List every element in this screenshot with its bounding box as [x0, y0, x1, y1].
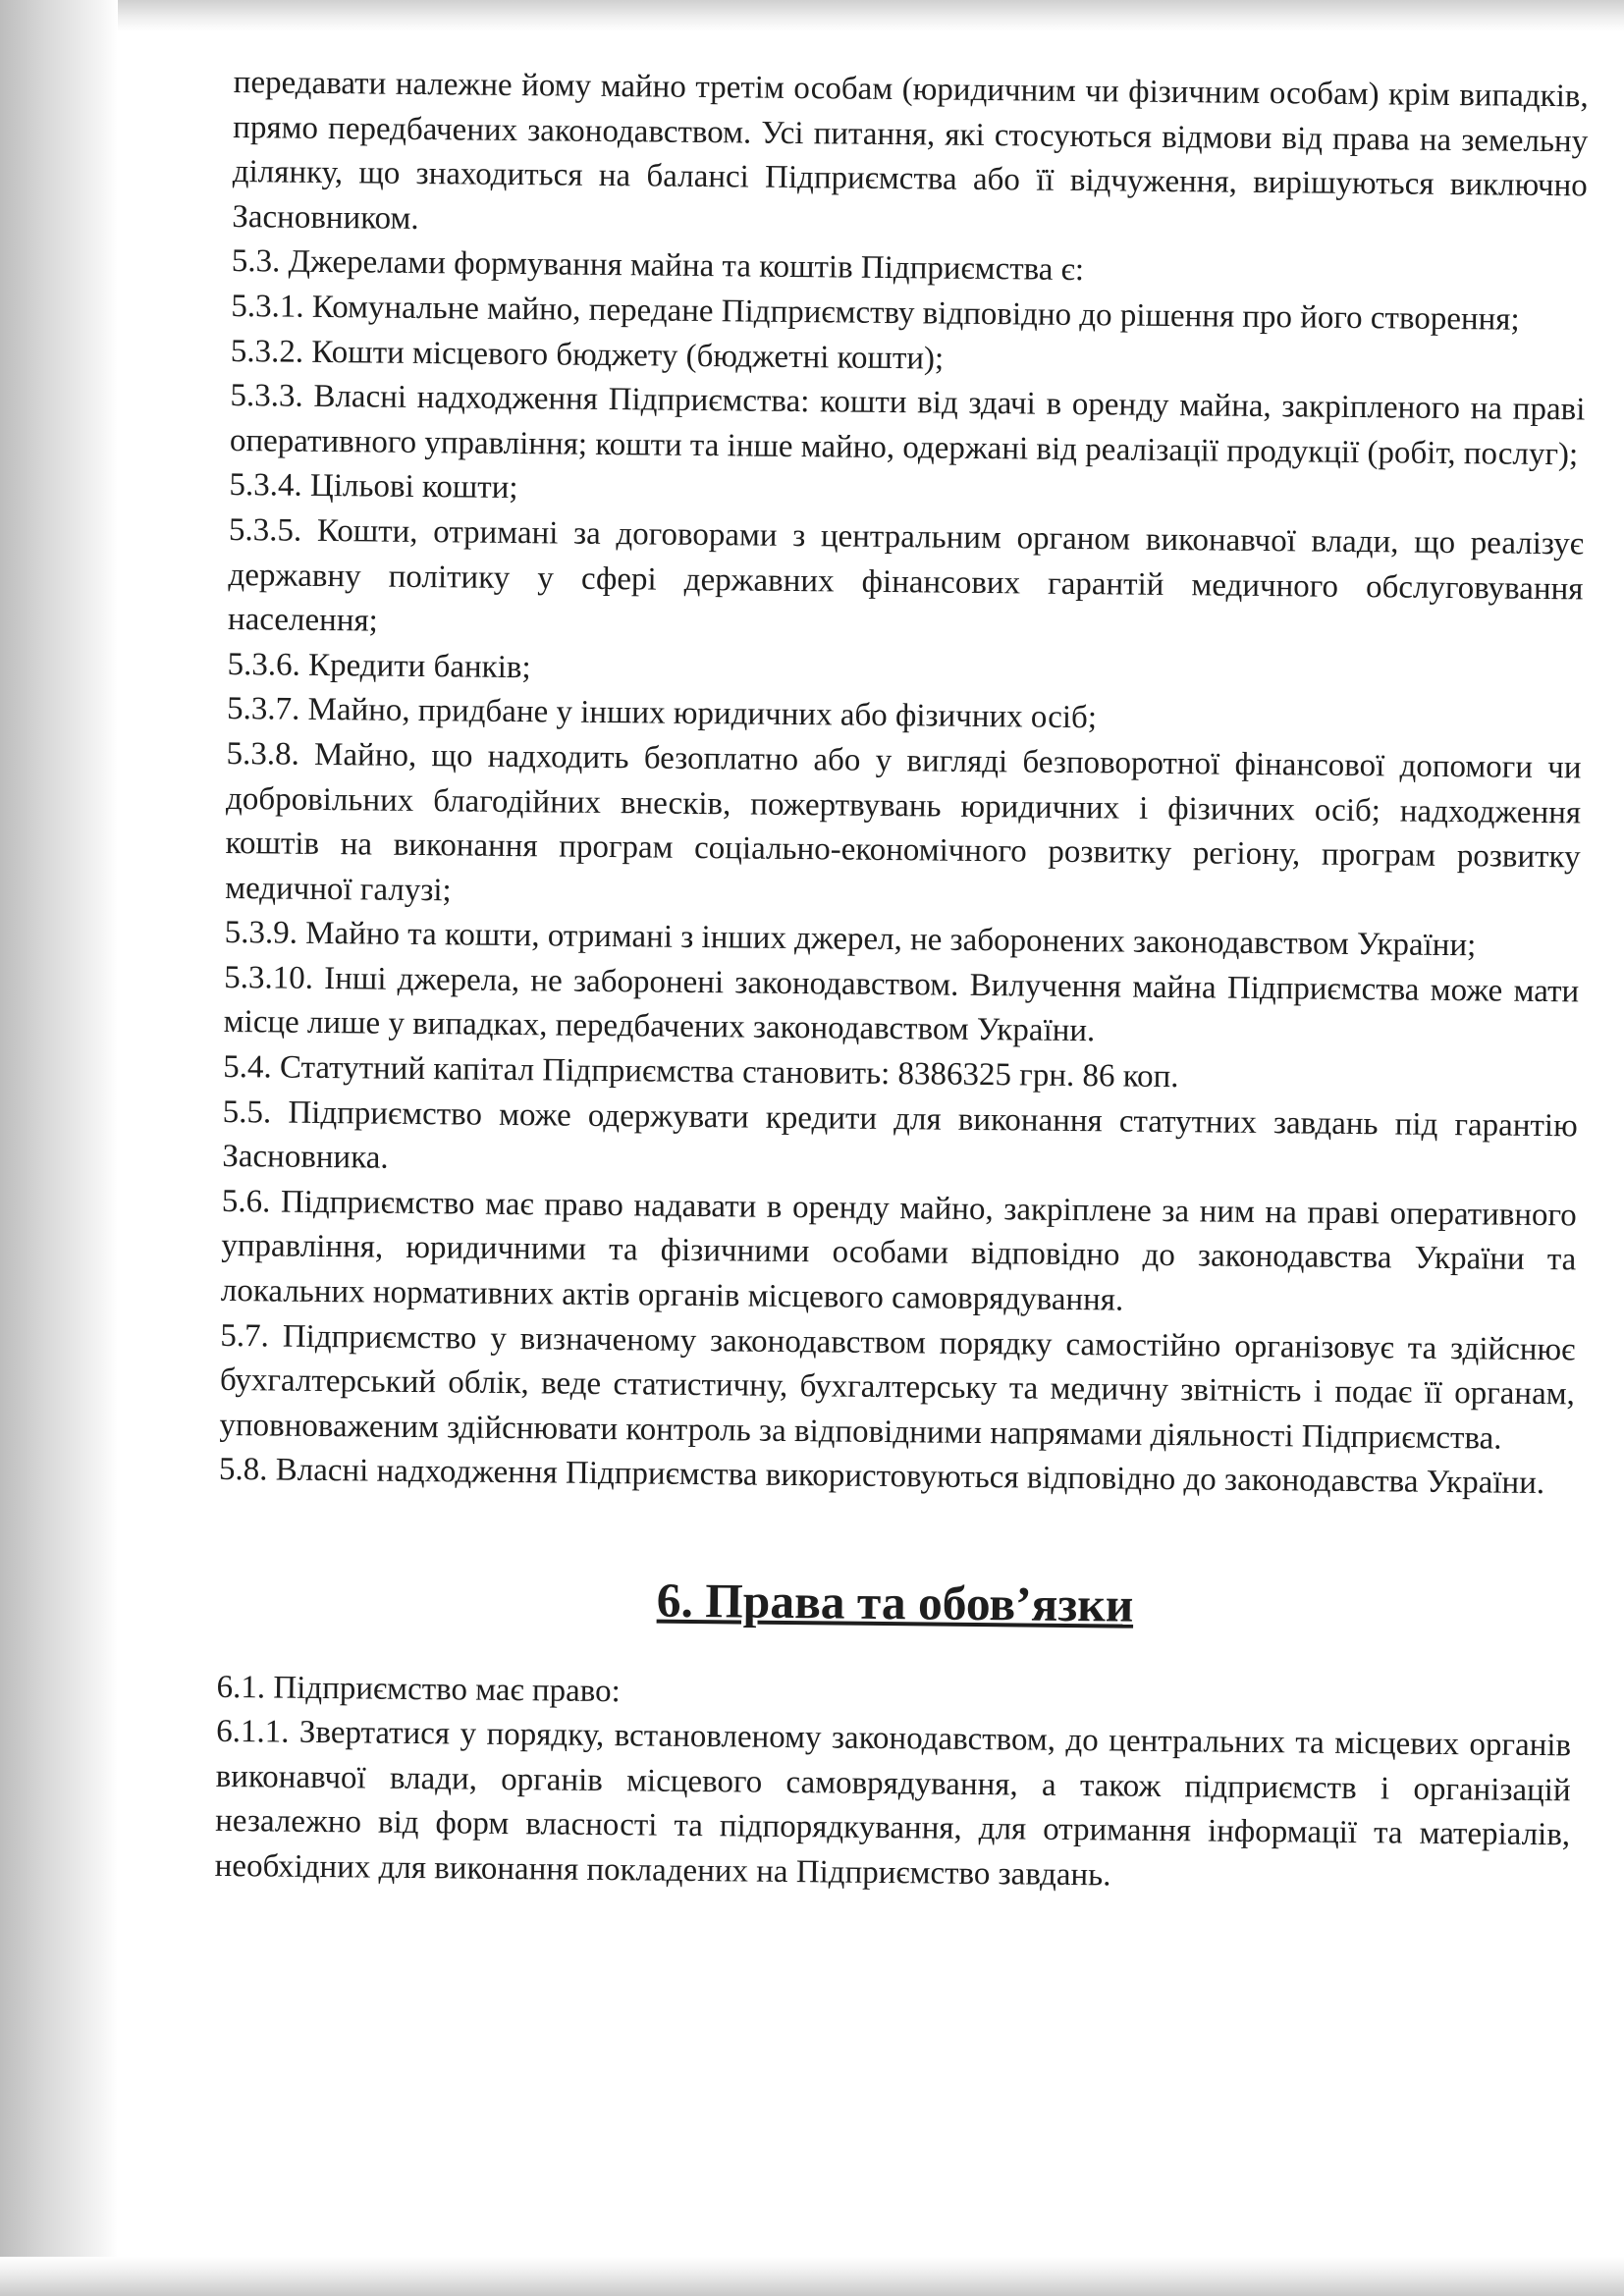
paragraph-5-3-5: 5.3.5. Кошти, отримані за договорами з центральним органом виконавчої влади, що реалізує державну політику у сфері державних фінансових гарантій медичного обслуговування населення; [227, 511, 1585, 639]
scan-shadow-bottom [0, 2257, 1624, 2296]
paragraph-5-3-7: 5.3.7. Майно, придбане у інших юридичних або фізичних осіб; [226, 691, 1098, 736]
paragraph-5-8: 5.8. Власні надходження Підприємства використовуються відповідно до законодавства України. [218, 1452, 1545, 1502]
scan-shadow-top [118, 0, 1624, 31]
paragraph-continuation: передавати належне йому майно третім особам (юридичним чи фізичним особам) крім випадків, прямо передбачених законодавством. Усі питання, які стосуються відмови від права на земельну ділянку, що знаходиться на балансі Підприємства або її відчуження, вирішуються виключно Засновником. [232, 64, 1589, 237]
paragraph-5-3-3: 5.3.3. Власні надходження Підприємства: кошти від здачі в оренду майна, закріпленого на праві оперативного управління; кошти та інше майно, одержані від реалізації продукції (робіт, послуг); [229, 378, 1586, 473]
section-6-title: 6. Права та обов’язки [656, 1573, 1134, 1632]
paragraph-5-6: 5.6. Підприємство має право надавати в оренду майно, закріплене за ним на праві оперативного управління, юридичними та фізичними особами відповідно до законодавства України та локальних нормативних актів органів місцевого самоврядування. [220, 1183, 1577, 1318]
paragraph-5-3-1: 5.3.1. Комунальне майно, передане Підприємству відповідно до рішення про його створення; [231, 288, 1520, 338]
paragraph-5-3-6: 5.3.6. Кредити банків; [227, 646, 531, 685]
paragraph-5-3-4: 5.3.4. Цільові кошти; [229, 467, 518, 507]
paragraph-5-3-8: 5.3.8. Майно, що надходить безоплатно або у вигляді безповоротної фінансової допомоги чи добровільних благодійних внесків, пожертвувань юридичних і фізичних осіб; надходження коштів на виконання програм соціально-економічного розвитку регіону, програм розвитку медичної галузі; [224, 735, 1582, 909]
document-page [214, 61, 1588, 1903]
paragraph-5-3: 5.3. Джерелами формування майна та коштів Підприємства є: [231, 243, 1085, 289]
paragraph-5-3-9: 5.3.9. Майно та кошти, отримані з інших джерел, не заборонених законодавством України; [224, 915, 1477, 964]
paragraph-5-7: 5.7. Підприємство у визначеному законодавством порядку самостійно організовує та здійснює бухгалтерський облік, веде статистичну, бухгалтерську та медичну звітність і подає її органам, уповноваженим здійснювати контроль за відповідними напрямами діяльності Підприємства. [219, 1317, 1576, 1457]
paragraph-6-1-1: 6.1.1. Звертатися у порядку, встановленому законодавством, до центральних та місцевих органів виконавчої влади, органів місцевого самоврядування, а також підприємств і організацій незалежно від форм власності та підпорядкування, для отримання інформації та матеріалів, необхідних для виконання покладених на Підприємство завдань. [214, 1714, 1572, 1894]
paragraph-5-3-2: 5.3.2. Кошти місцевого бюджету (бюджетні кошти); [230, 333, 945, 377]
paragraph-6-1: 6.1. Підприємство має право: [216, 1669, 621, 1709]
paragraph-5-5: 5.5. Підприємство може одержувати кредити для виконання статутних завдань під гарантію Засновника. [222, 1094, 1578, 1176]
scan-shadow-left [0, 0, 118, 2296]
paragraph-5-3-10: 5.3.10. Інші джерела, не заборонені законодавством. Вилучення майна Підприємства може мати місце лише у випадках, передбачених законодавством України. [223, 959, 1580, 1049]
paragraph-5-4: 5.4. Статутний капітал Підприємства становить: 8386325 грн. 86 коп. [223, 1049, 1179, 1095]
